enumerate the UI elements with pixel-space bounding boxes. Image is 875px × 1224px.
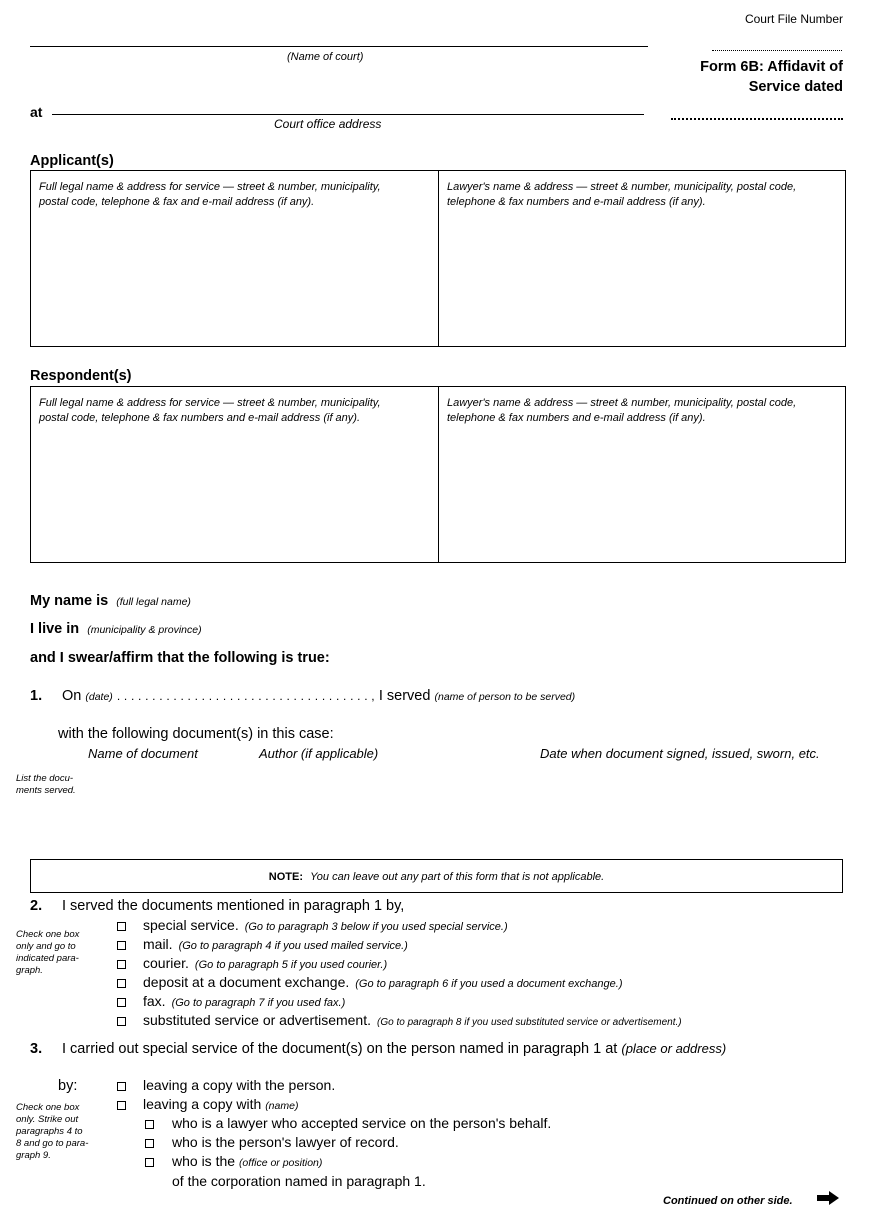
para3-margin-note-1: Check one box: [16, 1102, 80, 1113]
at-label: at: [30, 104, 43, 120]
para2-margin-note: [16, 929, 98, 977]
para1-date-dots[interactable]: . . . . . . . . . . . . . . . . . . . . . . . . . . . . . . . . . . . . ,: [116, 689, 375, 703]
para1-served-label: I served: [378, 688, 431, 704]
continued-on-other-side: Continued on other side.: [663, 1195, 793, 1207]
para3-by-label: by:: [58, 1078, 78, 1094]
note-label: NOTE:: [268, 871, 304, 883]
para1-margin-note-2: ments served.: [16, 785, 76, 796]
respondent-info-cell[interactable]: [39, 396, 434, 426]
para1-margin-note: [16, 773, 96, 797]
respondent-info-hint-1: Full legal name & address for service — street & number, municipality,: [39, 397, 381, 409]
court-file-number-label: Court File Number: [744, 12, 843, 26]
respondents-table: [30, 386, 846, 563]
live-in-label: I live in: [30, 621, 80, 637]
court-office-address-line[interactable]: [52, 114, 644, 115]
para2-number: 2.: [30, 898, 43, 914]
para1-date-hint: (date): [85, 691, 113, 703]
col-name-of-document: Name of document: [88, 746, 198, 761]
para3-margin-note-2: only. Strike out: [16, 1114, 79, 1125]
applicant-info-cell[interactable]: [39, 180, 434, 210]
option-fax: [143, 993, 345, 1009]
para3-margin-note-3: paragraphs 4 to: [16, 1126, 83, 1137]
option-special-service-hint: (Go to paragraph 3 below if you used special service.): [244, 921, 508, 933]
para1-person-hint: (name of person to be served): [434, 691, 576, 703]
option-document-exchange-hint: (Go to paragraph 6 if you used a document exchange.): [355, 978, 623, 990]
para1-docs-text: with the following document(s) in this case:: [58, 726, 334, 742]
live-in-hint: (municipality & province): [87, 624, 202, 636]
para3-text: I carried out special service of the document(s) on the person named in paragraph 1 at: [62, 1041, 618, 1057]
respondent-lawyer-cell[interactable]: [447, 396, 843, 426]
para3-margin-note: [16, 1102, 100, 1162]
option-special-service: [143, 917, 508, 933]
option-courier-hint: (Go to paragraph 5 if you used courier.): [194, 959, 388, 971]
live-in-row[interactable]: [30, 621, 202, 637]
checkbox-leave-with-person[interactable]: [117, 1082, 126, 1091]
para1-on-label: On: [62, 688, 82, 704]
para3-margin-note-5: graph 9.: [16, 1150, 51, 1161]
option-document-exchange-label: deposit at a document exchange.: [143, 974, 350, 990]
para1-served-row[interactable]: [62, 688, 575, 704]
option-leave-with-name: [143, 1096, 298, 1112]
arrow-right-icon: [816, 1190, 840, 1206]
para2-margin-note-4: graph.: [16, 965, 43, 976]
respondent-info-hint-2: postal code, telephone & fax numbers and e-mail address (if any).: [39, 412, 361, 424]
para2-text: I served the documents mentioned in paragraph 1 by,: [62, 898, 405, 914]
form-title: [700, 57, 843, 97]
checkbox-special-service[interactable]: [117, 922, 126, 931]
checkbox-lawyer-of-record[interactable]: [145, 1139, 154, 1148]
applicant-lawyer-cell[interactable]: [447, 180, 843, 210]
respondents-heading: Respondent(s): [30, 368, 132, 384]
option-fax-label: fax.: [143, 993, 166, 1009]
option-lawyer-accepted: who is a lawyer who accepted service on the person's behalf.: [172, 1115, 552, 1131]
para2-margin-note-3: indicated para-: [16, 953, 79, 964]
option-fax-hint: (Go to paragraph 7 if you used fax.): [171, 997, 346, 1009]
name-of-court-line[interactable]: [30, 46, 648, 47]
checkbox-office-position[interactable]: [145, 1158, 154, 1167]
option-substituted-service: [143, 1012, 682, 1028]
option-office-position: [172, 1153, 322, 1169]
option-substituted-service-label: substituted service or advertisement.: [143, 1012, 371, 1028]
para3-margin-note-4: 8 and go to para-: [16, 1138, 89, 1149]
option-leave-with-name-label: leaving a copy with: [143, 1096, 262, 1112]
option-leave-with-name-hint: (name): [265, 1100, 299, 1112]
option-courier-label: courier.: [143, 955, 189, 971]
form-title-line1: Form 6B: Affidavit of: [700, 59, 843, 75]
note-box: [30, 859, 843, 893]
applicant-lawyer-hint-2: telephone & fax numbers and e-mail address (if any).: [447, 196, 706, 208]
applicant-info-hint-2: postal code, telephone & fax and e-mail address (if any).: [39, 196, 315, 208]
checkbox-fax[interactable]: [117, 998, 126, 1007]
applicants-heading: Applicant(s): [30, 153, 114, 169]
option-substituted-service-hint: (Go to paragraph 8 if you used substituted service or advertisement.): [377, 1017, 682, 1028]
applicant-lawyer-hint-1: Lawyer's name & address — street & number, municipality, postal code,: [447, 181, 797, 193]
checkbox-leave-with-name[interactable]: [117, 1101, 126, 1110]
option-leave-with-person: leaving a copy with the person.: [143, 1077, 336, 1093]
form-title-line2: Service dated: [748, 79, 843, 95]
applicants-table: [30, 170, 846, 347]
checkbox-lawyer-accepted[interactable]: [145, 1120, 154, 1129]
para3-place-hint: (place or address): [621, 1041, 727, 1056]
para1-margin-note-1: List the docu-: [16, 773, 74, 784]
option-mail: [143, 936, 408, 952]
option-special-service-label: special service.: [143, 917, 239, 933]
option-mail-hint: (Go to paragraph 4 if you used mailed service.): [178, 940, 408, 952]
applicant-info-hint-1: Full legal name & address for service — street & number, municipality,: [39, 181, 381, 193]
my-name-label: My name is: [30, 593, 109, 609]
respondents-divider: [438, 387, 439, 562]
option-courier: [143, 955, 387, 971]
checkbox-courier[interactable]: [117, 960, 126, 969]
para2-margin-note-2: only and go to: [16, 941, 76, 952]
my-name-row[interactable]: [30, 593, 191, 609]
checkbox-document-exchange[interactable]: [117, 979, 126, 988]
respondent-lawyer-hint-2: telephone & fax numbers and e-mail address (if any).: [447, 412, 706, 424]
para1-number: 1.: [30, 688, 43, 704]
name-of-court-caption: (Name of court): [287, 51, 364, 63]
court-office-address-caption: Court office address: [274, 117, 382, 131]
option-document-exchange: [143, 974, 623, 990]
my-name-hint: (full legal name): [116, 596, 191, 608]
para2-margin-note-1: Check one box: [16, 929, 80, 940]
respondent-lawyer-hint-1: Lawyer's name & address — street & number, municipality, postal code,: [447, 397, 797, 409]
col-author: Author (if applicable): [259, 746, 379, 761]
checkbox-substituted-service[interactable]: [117, 1017, 126, 1026]
para3-number: 3.: [30, 1041, 43, 1057]
option-corporation-text: of the corporation named in paragraph 1.: [172, 1173, 426, 1189]
option-office-position-hint: (office or position): [238, 1157, 323, 1169]
court-file-number-line[interactable]: [712, 50, 842, 51]
applicants-divider: [438, 171, 439, 346]
option-office-position-label: who is the: [172, 1153, 236, 1169]
form-date-line[interactable]: [671, 118, 843, 120]
checkbox-mail[interactable]: [117, 941, 126, 950]
para3-text-row: [62, 1041, 726, 1057]
note-text: You can leave out any part of this form that is not applicable.: [310, 871, 605, 883]
option-mail-label: mail.: [143, 936, 173, 952]
swear-statement: and I swear/affirm that the following is true:: [30, 650, 330, 666]
option-lawyer-of-record: who is the person's lawyer of record.: [172, 1134, 399, 1150]
col-date-signed: Date when document signed, issued, sworn, etc.: [540, 746, 820, 761]
